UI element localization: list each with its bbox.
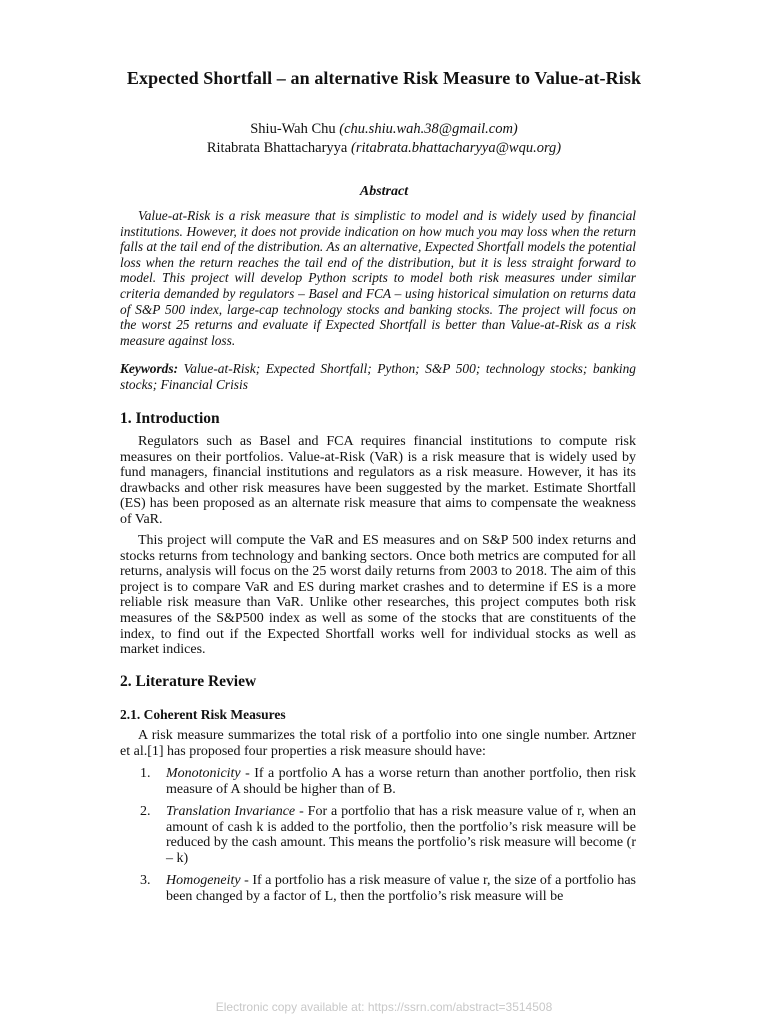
keywords-text: Value-at-Risk; Expected Shortfall; Python; S&P 500; technology stocks; banking stocks; Financial Crisis bbox=[120, 361, 636, 392]
ssrn-footer-watermark: Electronic copy available at: https://ssrn.com/abstract=3514508 bbox=[215, 1000, 553, 1014]
author-email: (chu.shiu.wah.38@gmail.com) bbox=[339, 121, 518, 137]
list-item-number: 3. bbox=[140, 873, 151, 888]
intro-paragraph: Regulators such as Basel and FCA requires financial institutions to compute risk measures on their portfolios. Value-at-Risk (VaR) is a risk measure that is widely used by fund managers, financial institutions and regulators as a risk measure. However, it has its drawbacks and other risk measures have been suggested by the market. Estimate Shortfall (ES) has been proposed as an alternate risk measure that aims to compensate the weakness of VaR. bbox=[120, 434, 636, 527]
abstract-text: Value-at-Risk is a risk measure that is simplistic to model and is widely used by financial institutions. However, it does not provide indication on how much you may loss when the return falls at the tail end of the distribution. As an alternative, Expected Shortfall models the potential loss when the return reaches the tail end of the distribution, but it is less straight forward to model. This project will develop Python scripts to model both risk measures under similar criteria demanded by regulators – Basel and FCA – using historical simulation on returns data of S&P 500 index, large-cap technology stocks and banking stocks. The project will focus on the worst 25 returns and evaluate if Expected Shortfall is better than Value-at-Risk as a risk measure against loss. bbox=[120, 208, 636, 348]
list-item-text: - For a portfolio that has a risk measure value of r, when an amount of cash k is added to the portfolio, then the portfolio’s risk measure will be reduced by the cash amount. This means the portfolio’s risk measure will become (r – k) bbox=[166, 804, 636, 866]
list-item-number: 1. bbox=[140, 766, 151, 781]
author-line bbox=[0, 120, 768, 139]
section-heading-literature-review: 2. Literature Review bbox=[120, 673, 257, 690]
list-item-text: - If a portfolio has a risk measure of value r, the size of a portfolio has been changed by a factor of L, then the portfolio’s risk measure will be bbox=[166, 873, 636, 904]
author-name: Shiu-Wah Chu bbox=[250, 121, 336, 137]
list-item-term: Monotonicity bbox=[166, 766, 241, 781]
author-email: (ritabrata.bhattacharyya@wqu.org) bbox=[350, 140, 562, 156]
keywords-label: Keywords: bbox=[120, 361, 179, 376]
keywords bbox=[120, 361, 636, 392]
author-name: Ritabrata Bhattacharyya bbox=[206, 140, 348, 156]
list-item-body bbox=[166, 873, 636, 904]
list-item-term: Translation Invariance bbox=[166, 804, 296, 819]
list-item-body bbox=[166, 804, 636, 866]
list-item-body bbox=[166, 766, 636, 797]
author-line bbox=[0, 139, 768, 158]
intro-paragraph: This project will compute the VaR and ES measures and on S&P 500 index returns and stocks returns from technology and banking sectors. Once both metrics are computed for all returns, analysis will focus on the 25 worst daily returns from 2003 to 2018. The aim of this project is to compare VaR and ES during market crashes and to determine if ES is a more reliable risk measure than VaR. Unlike other researches, this project computes both risk measures of the S&P500 index as well as some of the stocks that are constituents of the index, to find out if the Expected Shortfall works well for individual stocks as well as market indices. bbox=[120, 533, 636, 658]
author-block bbox=[0, 120, 768, 158]
list-item-term: Homogeneity bbox=[166, 873, 241, 888]
abstract-heading: Abstract bbox=[359, 184, 409, 199]
list-item-text: - If a portfolio A has a worse return than another portfolio, then risk measure of A should be higher than of B. bbox=[166, 766, 636, 797]
paper-title: Expected Shortfall – an alternative Risk Measure to Value-at-Risk bbox=[126, 68, 642, 88]
list-item-number: 2. bbox=[140, 804, 151, 819]
section-heading-introduction: 1. Introduction bbox=[120, 410, 220, 427]
subsection-heading-coherent-risk-measures: 2.1. Coherent Risk Measures bbox=[120, 707, 286, 722]
literature-paragraph: A risk measure summarizes the total risk of a portfolio into one single number. Artzner et al.[1] has proposed four properties a risk measure should have: bbox=[120, 728, 636, 759]
